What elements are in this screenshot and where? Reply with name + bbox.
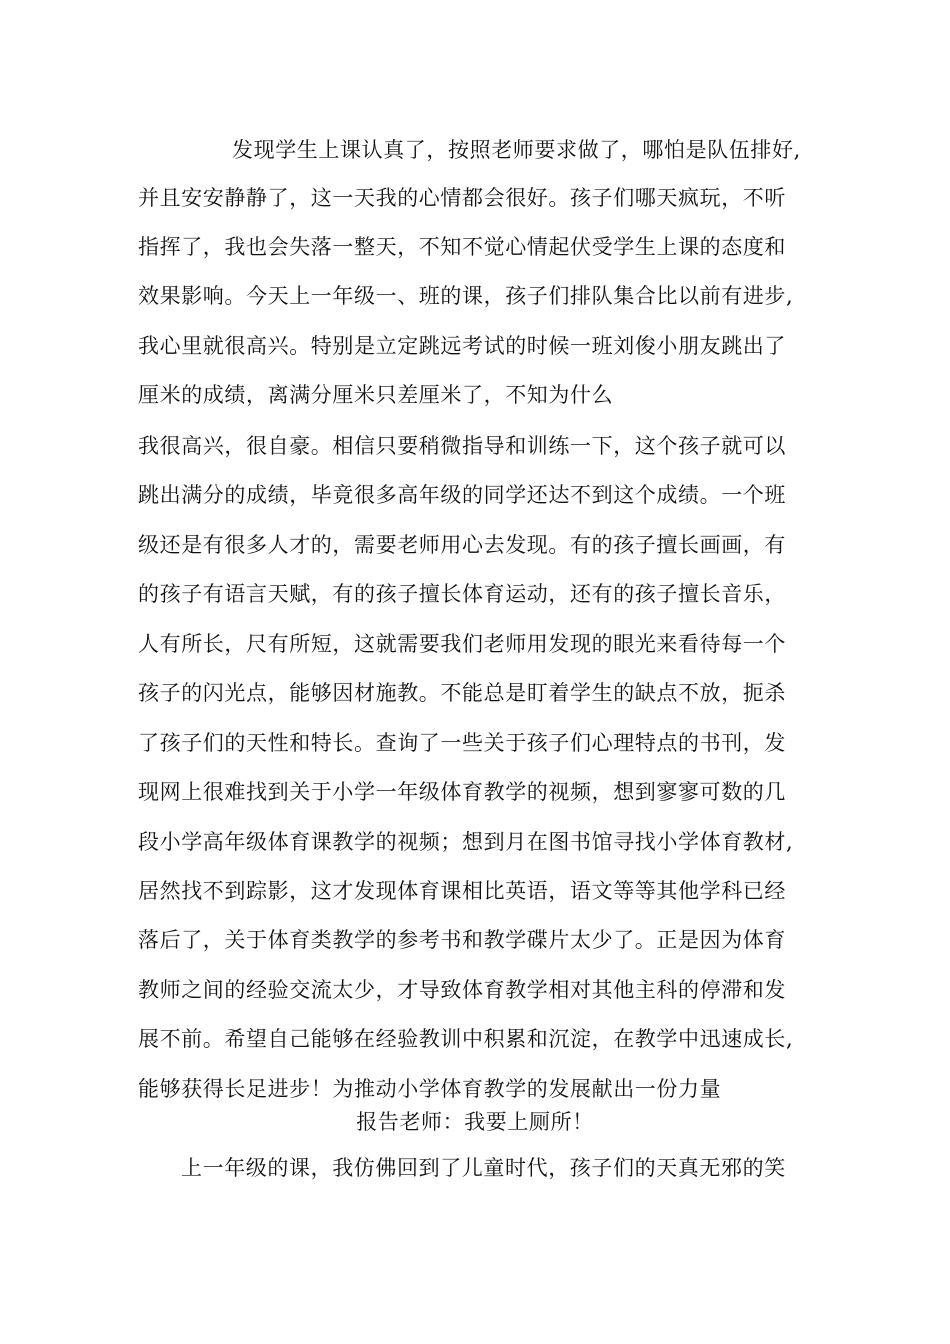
paragraph-line: 级还是有很多人才的，需要老师用心去发现。有的孩子擅长画画，有: [138, 533, 786, 557]
paragraph-line: 我很高兴，很自豪。相信只要稍微指导和训练一下，这个孩子就可以: [138, 434, 786, 458]
paragraph-line: 上一年级的课，我仿佛回到了儿童时代，孩子们的天真无邪的笑: [181, 1156, 786, 1180]
paragraph-line: 并且安安静静了，这一天我的心情都会很好。孩子们哪天疯玩，不听: [138, 186, 786, 210]
paragraph-line: 教师之间的经验交流太少，才导致体育教学相对其他主科的停滞和发: [138, 978, 786, 1002]
paragraph-line: 跳出满分的成绩，毕竟很多高年级的同学还达不到这个成绩。一个班: [138, 483, 786, 507]
paragraph-line: 厘米的成绩，离满分厘米只差厘米了，不知为什么: [138, 383, 614, 407]
paragraph-line: 现网上很难找到关于小学一年级体育教学的视频，想到寥寥可数的几: [138, 780, 786, 804]
paragraph-line: 人有所长，尺有所短，这就需要我们老师用发现的眼光来看待每一个: [138, 632, 786, 656]
paragraph-line: 孩子的闪光点，能够因材施教。不能总是盯着学生的缺点不放，扼杀: [138, 681, 786, 705]
paragraph-line: 发现学生上课认真了，按照老师要求做了，哪怕是队伍排好,: [232, 138, 801, 162]
paragraph-line: 了孩子们的天性和特长。查询了一些关于孩子们心理特点的书刊，发: [138, 731, 786, 755]
paragraph-line: 落后了，关于体育类教学的参考书和教学碟片太少了。正是因为体育: [138, 928, 786, 952]
paragraph-line: 指挥了，我也会失落一整天，不知不觉心情起伏受学生上课的态度和: [138, 235, 786, 259]
paragraph-line: 我心里就很高兴。特别是立定跳远考试的时候一班刘俊小朋友跳出了: [138, 334, 786, 358]
paragraph-line: 能够获得长足进步！为推动小学体育教学的发展献出一份力量: [138, 1077, 722, 1101]
paragraph-line: 居然找不到踪影，这才发现体育课相比英语，语文等等其他学科已经: [138, 879, 786, 903]
paragraph-line: 段小学高年级体育课教学的视频；想到月在图书馆寻找小学体育教材,: [138, 830, 794, 854]
paragraph-line: 效果影响。今天上一年级一、班的课，孩子们排队集合比以前有进步,: [138, 284, 794, 308]
section-heading: 报告老师：我要上厕所！: [356, 1110, 594, 1134]
paragraph-line: 的孩子有语言天赋，有的孩子擅长体育运动，还有的孩子擅长音乐，: [138, 582, 786, 606]
paragraph-line: 展不前。希望自己能够在经验教训中积累和沉淀，在教学中迅速成长,: [138, 1027, 794, 1051]
